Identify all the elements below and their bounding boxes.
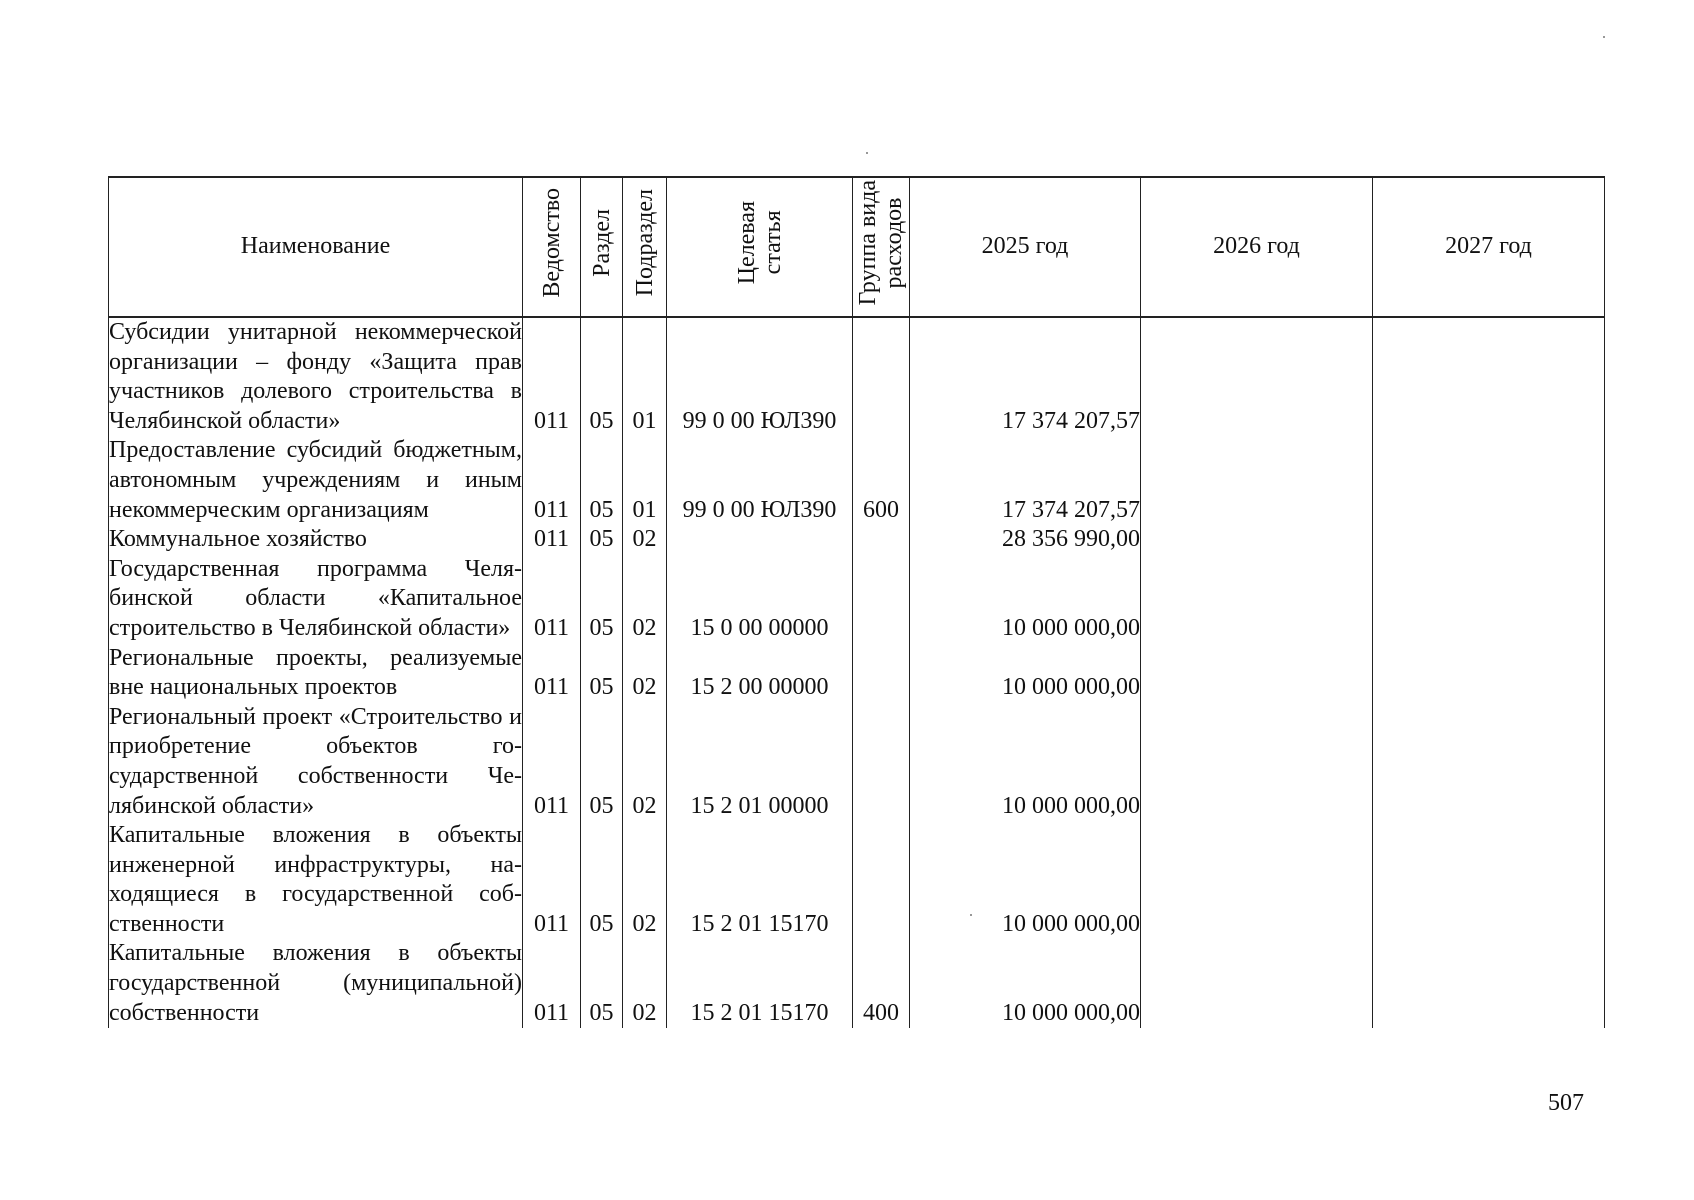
table-row xyxy=(109,555,1605,644)
row-2026 xyxy=(1141,644,1373,703)
row-group xyxy=(853,317,910,436)
row-name: Капитальные вложения в объекты государственной (муниципальной) собственности xyxy=(109,939,523,1028)
row-2026 xyxy=(1141,525,1373,555)
row-2026 xyxy=(1141,703,1373,821)
header-subsection: Подраздел xyxy=(623,177,667,317)
header-target: Целевая статья xyxy=(667,177,853,317)
row-target: 15 2 01 00000 xyxy=(667,703,853,821)
header-2026: 2026 год xyxy=(1141,177,1373,317)
row-group xyxy=(853,555,910,644)
row-2026 xyxy=(1141,821,1373,939)
row-dept: 011 xyxy=(523,939,581,1028)
row-name: Капитальные вложения в объекты инженерной инфраструктуры, находящиеся в государственной собственности xyxy=(109,821,523,939)
row-section: 05 xyxy=(581,939,623,1028)
table-row xyxy=(109,644,1605,703)
row-dept: 011 xyxy=(523,703,581,821)
budget-table-sheet xyxy=(108,176,1604,1090)
row-section: 05 xyxy=(581,436,623,525)
row-section: 05 xyxy=(581,555,623,644)
row-2027 xyxy=(1373,644,1605,703)
row-section: 05 xyxy=(581,317,623,436)
row-2025: 10 000 000,00 xyxy=(910,644,1141,703)
row-2027 xyxy=(1373,703,1605,821)
row-name: Коммунальное хозяйство xyxy=(109,525,523,555)
row-dept: 011 xyxy=(523,436,581,525)
table-header-row xyxy=(109,177,1605,317)
row-2026 xyxy=(1141,436,1373,525)
row-group xyxy=(853,703,910,821)
row-name: Государственная программа Челябинской области «Капитальное строительство в Челябинской области» xyxy=(109,555,523,644)
row-target: 15 2 01 15170 xyxy=(667,939,853,1028)
row-section: 05 xyxy=(581,703,623,821)
row-subsection: 02 xyxy=(623,939,667,1028)
row-2025: 28 356 990,00 xyxy=(910,525,1141,555)
row-target: 15 2 00 00000 xyxy=(667,644,853,703)
row-name: Субсидии унитарной некоммерческой организации – фонду «Защита прав участников долевого строительства в Челябинской области» xyxy=(109,317,523,436)
row-name: Региональные проекты, реализуемые вне национальных проектов xyxy=(109,644,523,703)
header-name: Наименование xyxy=(109,177,523,317)
row-target xyxy=(667,525,853,555)
header-section: Раздел xyxy=(581,177,623,317)
row-2025: 10 000 000,00 xyxy=(910,821,1141,939)
row-subsection: 02 xyxy=(623,644,667,703)
row-group xyxy=(853,644,910,703)
row-subsection: 02 xyxy=(623,555,667,644)
row-2026 xyxy=(1141,555,1373,644)
row-2025: 17 374 207,57 xyxy=(910,436,1141,525)
scan-speck xyxy=(1603,36,1605,38)
row-name: Региональный проект «Строительство и приобретение объектов государственной собственности Челябинской области» xyxy=(109,703,523,821)
row-dept: 011 xyxy=(523,525,581,555)
header-dept: Ведомство xyxy=(523,177,581,317)
header-2027: 2027 год xyxy=(1373,177,1605,317)
row-subsection: 02 xyxy=(623,821,667,939)
table-row xyxy=(109,939,1605,1028)
row-target: 15 2 01 15170 xyxy=(667,821,853,939)
scan-speck xyxy=(970,914,972,916)
header-2025: 2025 год xyxy=(910,177,1141,317)
row-subsection: 02 xyxy=(623,703,667,821)
row-2025: 10 000 000,00 xyxy=(910,703,1141,821)
row-2027 xyxy=(1373,525,1605,555)
row-subsection: 01 xyxy=(623,317,667,436)
header-expense-group: Группа вида расходов xyxy=(853,177,910,317)
table-row xyxy=(109,317,1605,436)
row-section: 05 xyxy=(581,821,623,939)
row-2027 xyxy=(1373,436,1605,525)
row-group: 400 xyxy=(853,939,910,1028)
row-2027 xyxy=(1373,821,1605,939)
scan-speck xyxy=(866,152,868,154)
row-2026 xyxy=(1141,939,1373,1028)
row-2027 xyxy=(1373,555,1605,644)
table-row xyxy=(109,525,1605,555)
page-number: 507 xyxy=(1548,1090,1584,1116)
row-subsection: 02 xyxy=(623,525,667,555)
row-2027 xyxy=(1373,939,1605,1028)
row-dept: 011 xyxy=(523,317,581,436)
row-group: 600 xyxy=(853,436,910,525)
row-group xyxy=(853,821,910,939)
row-2025: 10 000 000,00 xyxy=(910,939,1141,1028)
row-section: 05 xyxy=(581,525,623,555)
row-subsection: 01 xyxy=(623,436,667,525)
table-row xyxy=(109,821,1605,939)
row-group xyxy=(853,525,910,555)
row-target: 99 0 00 ЮЛ390 xyxy=(667,436,853,525)
row-target: 15 0 00 00000 xyxy=(667,555,853,644)
row-dept: 011 xyxy=(523,555,581,644)
row-name: Предоставление субсидий бюджетным, автономным учреждениям и иным некоммерческим организациям xyxy=(109,436,523,525)
row-2025: 10 000 000,00 xyxy=(910,555,1141,644)
row-target: 99 0 00 ЮЛ390 xyxy=(667,317,853,436)
row-2025: 17 374 207,57 xyxy=(910,317,1141,436)
table-row xyxy=(109,436,1605,525)
row-section: 05 xyxy=(581,644,623,703)
row-dept: 011 xyxy=(523,821,581,939)
row-2026 xyxy=(1141,317,1373,436)
budget-table xyxy=(108,176,1605,1028)
table-row xyxy=(109,703,1605,821)
row-2027 xyxy=(1373,317,1605,436)
row-dept: 011 xyxy=(523,644,581,703)
